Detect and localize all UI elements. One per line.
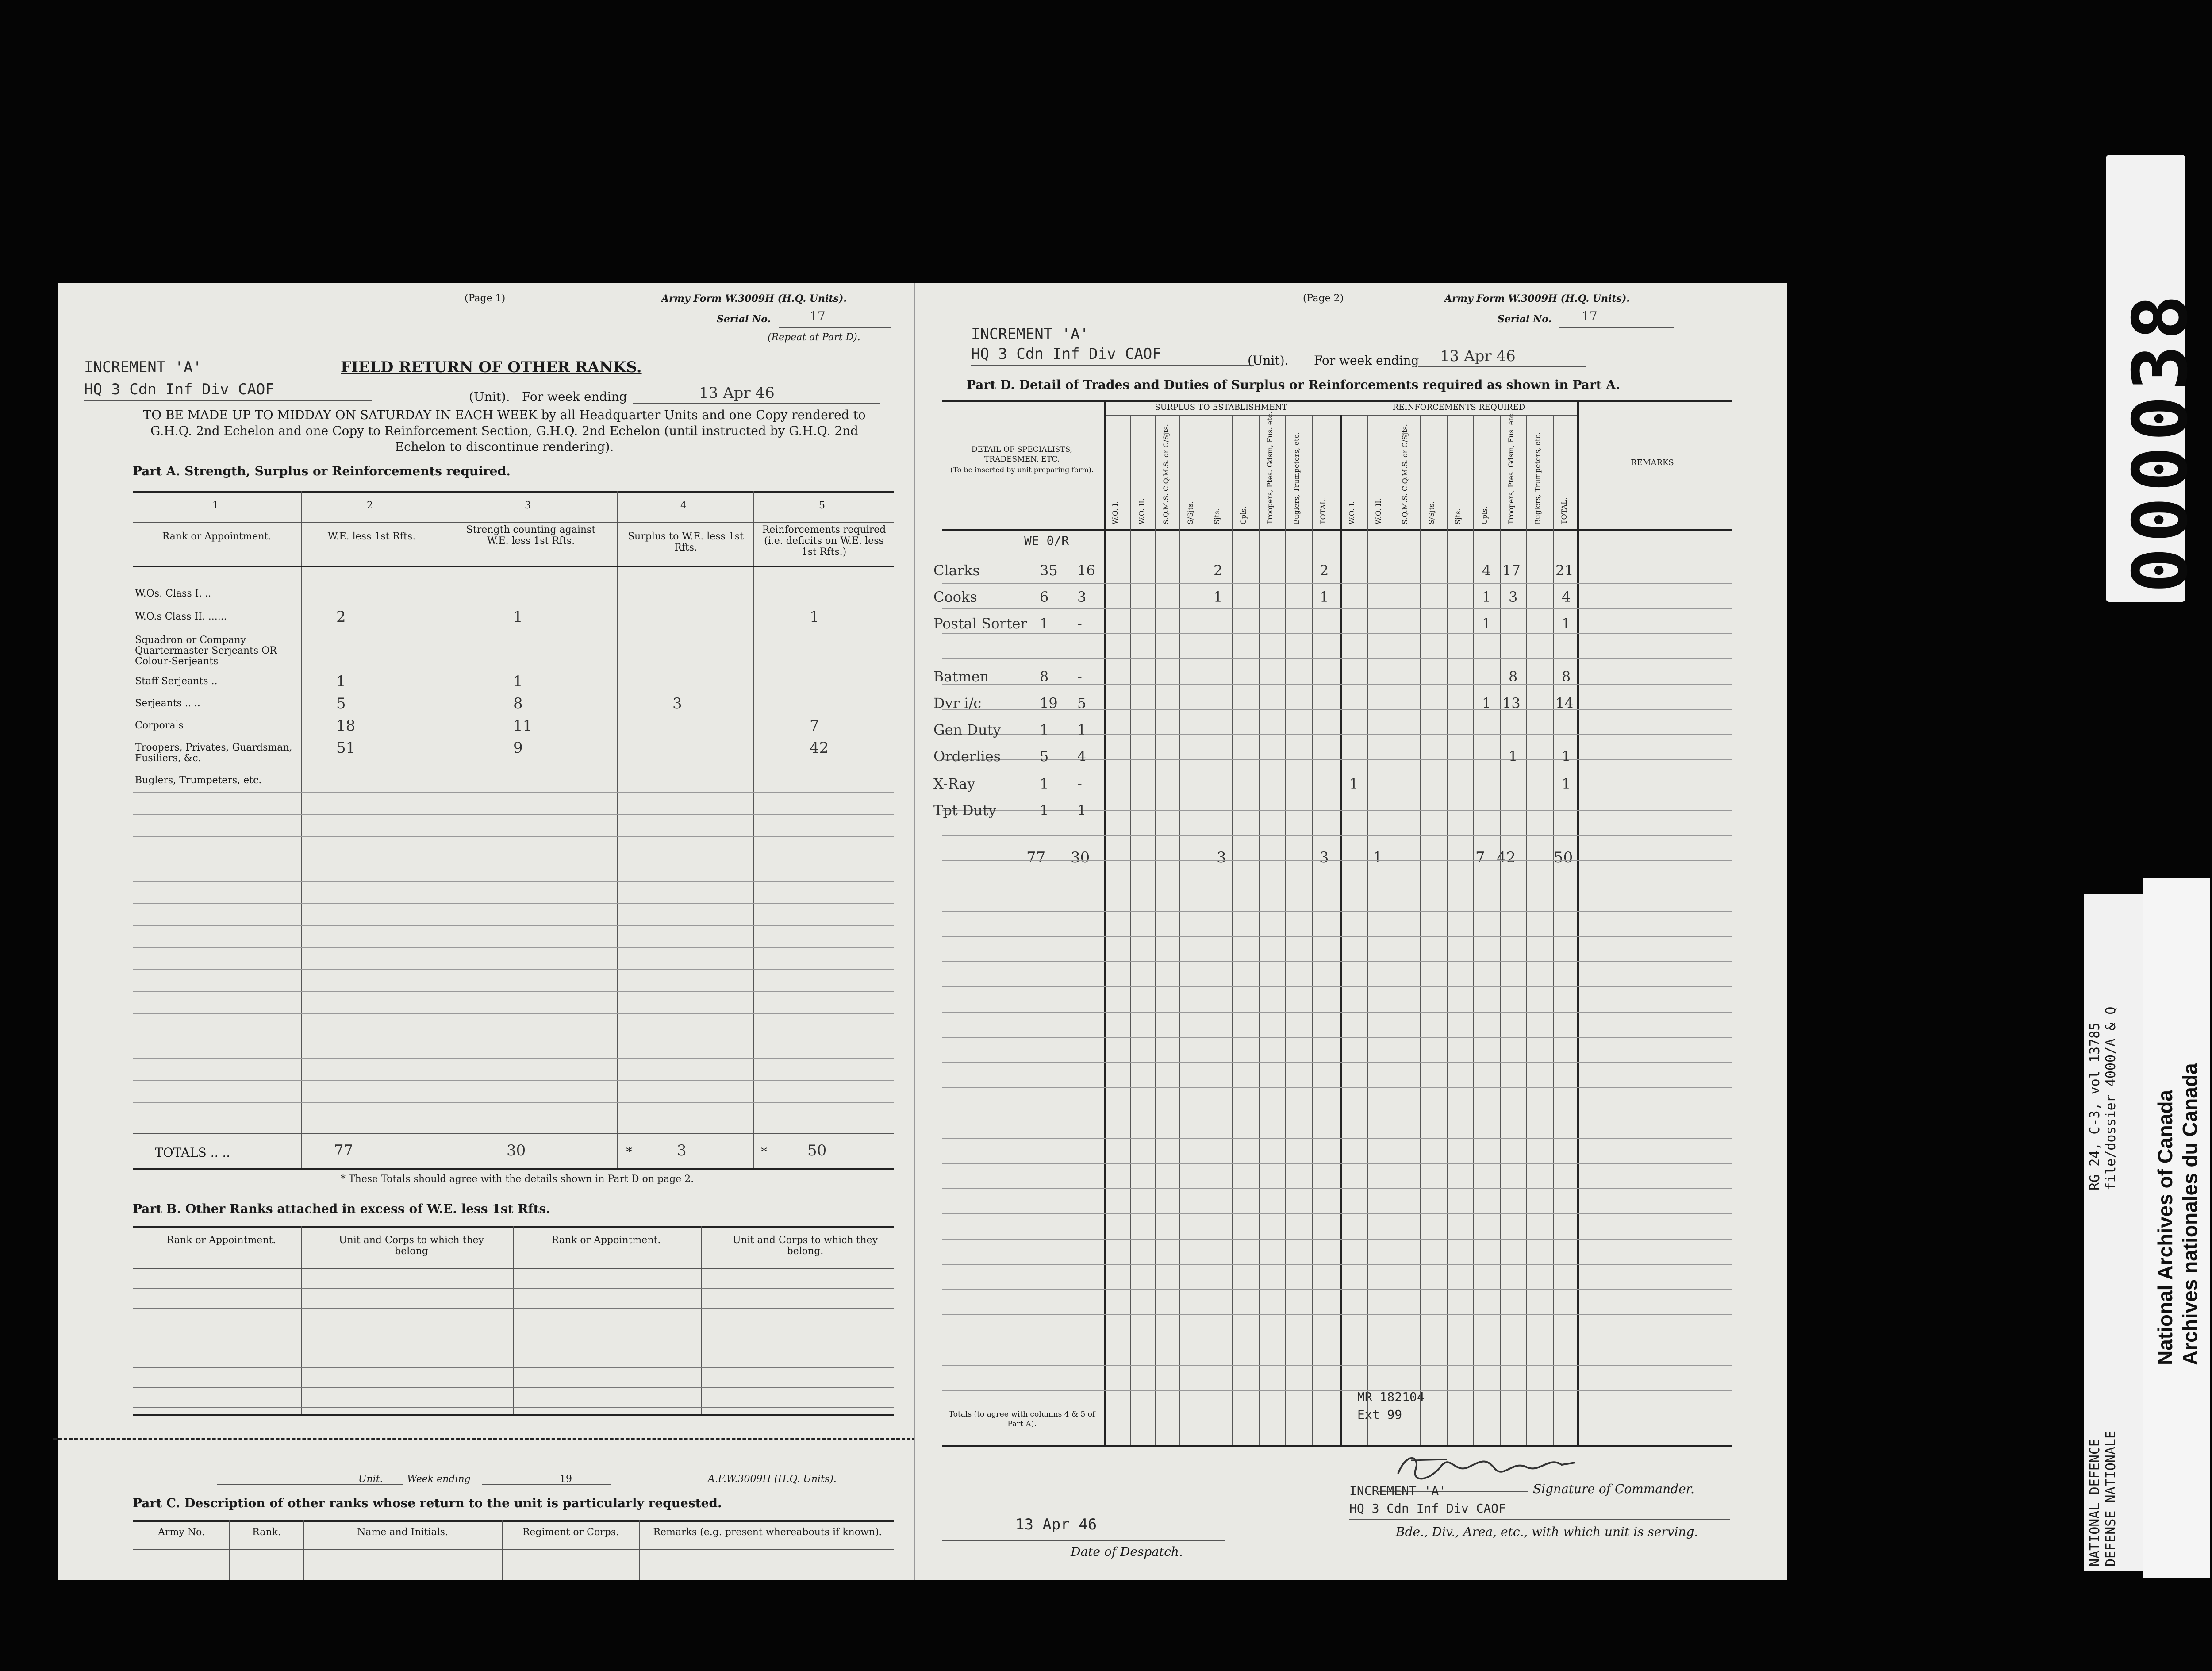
week-label: For week ending — [522, 389, 627, 404]
part-d-ruled-line — [942, 936, 1732, 937]
part-d-trade: Cooks — [933, 589, 977, 605]
archive-ref-line-4: DEFENSE NATIONALE — [2103, 1430, 2119, 1567]
frame-number: 000038 — [2117, 289, 2204, 593]
part-a-column-number: 4 — [680, 500, 687, 511]
totals-label: TOTALS .. .. — [155, 1145, 230, 1160]
part-b-ruled-line — [133, 1387, 894, 1388]
part-d-ruled-line — [942, 1012, 1732, 1013]
part-d-reinf-cell: 1 — [1482, 615, 1491, 632]
increment-label: INCREMENT 'A' — [84, 358, 202, 376]
part-d-value-a: 19 — [1040, 695, 1058, 712]
page-2-unit-value: HQ 3 Cdn Inf Div CAOF — [971, 345, 1161, 363]
part-d-ruled-line — [942, 1365, 1732, 1366]
part-d-ruled-line — [942, 709, 1732, 710]
surplus-subheader: Cpls. — [1239, 506, 1248, 524]
page-2-serial-value: 17 — [1582, 309, 1598, 323]
increment-signature: INCREMENT 'A' — [1349, 1483, 1447, 1498]
part-c-form-label: A.F.W.3009H (H.Q. Units). — [708, 1474, 837, 1485]
part-d-ruled-line — [942, 1188, 1732, 1189]
surplus-subheader: TOTAL. — [1319, 497, 1327, 524]
part-d-reinf-total: 14 — [1555, 695, 1574, 712]
instructions: TO BE MADE UP TO MIDDAY ON SATURDAY IN EACH WEEK by all Headquarter Units and one Copy rendered to G.H.Q. 2nd Echelon and one Copy to Reinforcement Section, G.H.Q. 2nd Echelon (until instructed by G.H.Q. 2nd Echelon to discontinue rendering). — [143, 408, 866, 454]
part-a-row-strength: 8 — [513, 695, 523, 712]
part-b-ruled-line — [133, 1367, 894, 1368]
part-d-ruled-line — [942, 759, 1732, 760]
reinf-group-header: REINFORCEMENTS REQUIRED — [1392, 403, 1525, 412]
part-d-value-a: 1 — [1040, 615, 1049, 632]
part-d-surplus-total: 2 — [1320, 562, 1329, 579]
part-a-row-reinf: 7 — [810, 717, 819, 735]
part-d-column-divider — [1447, 415, 1448, 1445]
part-d-ruled-line — [942, 1264, 1732, 1265]
part-a-column-number: 3 — [525, 500, 531, 511]
part-a-row-strength: 1 — [513, 608, 523, 626]
part-d-trade: Batmen — [933, 668, 989, 685]
part-a-ruled-line — [133, 991, 894, 992]
part-d-ruled-line — [942, 633, 1732, 634]
reinf-subheader: TOTAL. — [1560, 497, 1568, 524]
part-d-value-b: 1 — [1077, 802, 1087, 819]
archive-ref-line-2: file/dossier 4000/A & Q — [2103, 1006, 2119, 1190]
part-d-surplus-total: 1 — [1320, 589, 1329, 605]
surplus-subheader: W.O. I. — [1111, 501, 1119, 524]
archive-ref-line-1: RG 24, C-3, vol 13785 — [2087, 1022, 2103, 1190]
part-d-value-b: - — [1077, 668, 1082, 685]
part-a-row-strength: 11 — [513, 717, 533, 735]
totals-reinf: 50 — [807, 1142, 827, 1159]
reinf-subheader: Sjts. — [1454, 508, 1462, 524]
part-a-row-rank: Serjeants .. .. — [135, 698, 200, 709]
part-b-ruled-line — [133, 1308, 894, 1309]
summary-reinf-wo1: 1 — [1373, 849, 1382, 866]
part-b-ruled-line — [133, 1288, 894, 1289]
army-form-label: Army Form W.3009H (H.Q. Units). — [661, 293, 847, 304]
unit-signature: HQ 3 Cdn Inf Div CAOF — [1349, 1501, 1506, 1516]
detail-note: (To be inserted by unit preparing form). — [950, 466, 1094, 474]
totals-surplus: 3 — [677, 1142, 687, 1159]
part-d-value-b: - — [1077, 615, 1082, 632]
part-d-column-divider — [1553, 415, 1554, 1445]
part-d-ruled-line — [942, 1037, 1732, 1038]
part-b-header-unit-2: Unit and Corps to which they belong. — [733, 1235, 878, 1257]
part-c-year: 19 — [560, 1474, 572, 1485]
reinf-subheader: S/Sjts. — [1427, 501, 1436, 524]
summary-surplus-total: 3 — [1319, 849, 1329, 866]
part-d-column-divider — [1104, 400, 1106, 1445]
part-d-column-divider — [1367, 415, 1368, 1445]
part-b-title: Part B. Other Ranks attached in excess of W.E. less 1st Rfts. — [133, 1201, 551, 1216]
signature-label: Signature of Commander. — [1533, 1482, 1694, 1496]
part-c-header-remarks: Remarks (e.g. present whereabouts if known). — [653, 1527, 882, 1538]
part-d-column-divider — [1232, 415, 1233, 1445]
part-a-ruled-line — [133, 969, 894, 970]
totals-marker-surplus: * — [626, 1144, 632, 1159]
part-b-ruled-line — [133, 1407, 894, 1408]
part-c-header-army-no: Army No. — [158, 1527, 205, 1538]
part-d-ruled-line — [942, 1062, 1732, 1063]
part-a-row-rank: W.Os. Class I. .. — [135, 588, 211, 599]
part-a-row-surplus: 3 — [672, 695, 682, 712]
unit-value: HQ 3 Cdn Inf Div CAOF — [84, 381, 274, 398]
part-a-ruled-line — [133, 903, 894, 904]
part-d-trade: Clarks — [933, 562, 980, 579]
part-d-column-divider — [1155, 415, 1156, 1445]
part-d-ruled-line — [942, 658, 1732, 659]
part-d-reinf-total: 8 — [1562, 668, 1571, 685]
part-d-value-b: 3 — [1077, 589, 1087, 605]
repeat-note: (Repeat at Part D). — [768, 332, 860, 343]
part-a-ruled-line — [133, 1102, 894, 1103]
form-page-1 — [58, 283, 914, 1580]
part-d-title: Part D. Detail of Trades and Duties of Surplus or Reinforcements required as shown in Part A. — [967, 377, 1620, 392]
part-d-reinf-cell: 3 — [1509, 589, 1518, 605]
surplus-group-header: SURPLUS TO ESTABLISHMENT — [1155, 403, 1287, 412]
part-d-reinf-cell: 17 — [1502, 562, 1521, 579]
page-2-week-label: For week ending — [1314, 353, 1419, 368]
page-2-week-value: 13 Apr 46 — [1440, 347, 1516, 365]
part-d-trade: Gen Duty — [933, 721, 1001, 738]
page-label: (Page 1) — [465, 293, 506, 304]
part-d-column-divider — [1340, 415, 1342, 1445]
surplus-subheader: S.Q.M.S. C.Q.M.S. or C/Sjts. — [1162, 424, 1170, 524]
part-a-ruled-line — [133, 1013, 894, 1014]
part-d-value-b: - — [1077, 775, 1082, 792]
part-d-trade: Tpt Duty — [933, 802, 997, 819]
totals-note: Totals (to agree with columns 4 & 5 of Part A). — [949, 1410, 1095, 1428]
page-2-increment-label: INCREMENT 'A' — [971, 325, 1089, 343]
surplus-subheader: Sjts. — [1213, 508, 1221, 524]
part-a-row-we: 2 — [336, 608, 346, 626]
part-c-header-name: Name and Initials. — [357, 1527, 448, 1538]
part-a-row-reinf: 1 — [810, 608, 819, 626]
part-a-row-strength: 9 — [513, 739, 523, 757]
part-d-value-a: 1 — [1040, 802, 1049, 819]
detail-header: DETAIL OF SPECIALISTS, TRADESMEN, ETC. — [971, 445, 1073, 464]
despatch-date: 13 Apr 46 — [1015, 1516, 1097, 1533]
part-d-value-a: 35 — [1040, 562, 1058, 579]
part-a-ruled-line — [133, 1058, 894, 1059]
part-a-column-number: 5 — [819, 500, 825, 511]
summary-reinf-cpls: 7 — [1475, 849, 1485, 866]
unit-label: (Unit). — [469, 389, 510, 404]
part-d-column-divider — [1130, 415, 1131, 1445]
part-d-surplus-cell: 1 — [1214, 589, 1223, 605]
part-d-ruled-line — [942, 1163, 1732, 1164]
surplus-subheader: Buglers, Trumpeters, etc. — [1292, 432, 1301, 524]
part-d-ruled-line — [942, 986, 1732, 987]
part-c-week-label: Week ending — [407, 1474, 471, 1485]
part-d-ruled-line — [942, 583, 1732, 584]
part-d-reinf-cell: 8 — [1509, 668, 1518, 685]
part-d-value-a: 1 — [1040, 721, 1049, 738]
part-d-column-divider — [1285, 415, 1286, 1445]
part-d-trade: X-Ray — [933, 775, 975, 792]
part-a-header-strength: Strength counting against W.E. less 1st Rfts. — [466, 524, 596, 547]
summary-reinf-tpr: 42 — [1497, 849, 1516, 866]
part-d-reinf-cell: 1 — [1509, 748, 1518, 765]
part-d-column-divider — [1420, 415, 1421, 1445]
part-d-reinf-cell: 1 — [1349, 775, 1359, 792]
archive-ref-line-3: NATIONAL DEFENCE — [2087, 1439, 2103, 1567]
part-a-row-rank: Staff Serjeants .. — [135, 676, 218, 687]
part-a-row-rank: Troopers, Privates, Guardsman, Fusiliers, &c. — [135, 742, 292, 764]
part-a-header-reinf: Reinforcements required (i.e. deficits on W.E. less 1st Rfts.) — [762, 524, 886, 558]
part-a-row-rank: Corporals — [135, 720, 184, 731]
part-a-row-rank: W.O.s Class II. ...... — [135, 611, 227, 622]
part-a-row-we: 51 — [336, 739, 356, 757]
part-d-value-b: 5 — [1077, 695, 1087, 712]
remarks-header: REMARKS — [1631, 458, 1674, 467]
we-label: WE 0/R — [1024, 533, 1069, 548]
part-a-row-rank: Squadron or Company Quartermaster-Serjeants OR Colour-Serjeants — [135, 635, 277, 667]
page-title: FIELD RETURN OF OTHER RANKS. — [341, 358, 642, 376]
archive-name-en: National Archives of Canada — [2154, 1090, 2177, 1365]
part-a-row-rank: Buglers, Trumpeters, etc. — [135, 775, 262, 786]
part-d-ruled-line — [942, 911, 1732, 912]
part-d-ruled-line — [942, 961, 1732, 962]
reinf-subheader: W.O. I. — [1348, 501, 1356, 524]
part-d-column-divider — [1577, 400, 1579, 1445]
part-d-column-divider — [1500, 415, 1501, 1445]
part-a-ruled-line — [133, 814, 894, 815]
part-d-reinf-cell: 4 — [1482, 562, 1491, 579]
reinf-subheader: Cpls. — [1480, 506, 1489, 524]
part-a-row-strength: 1 — [513, 673, 523, 690]
part-d-column-divider — [1312, 415, 1313, 1445]
part-a-row-we: 1 — [336, 673, 346, 690]
part-d-ruled-line — [942, 1087, 1732, 1088]
part-a-row-reinf: 42 — [810, 739, 829, 757]
surplus-subheader: Troopers, Ptes. Gdsm, Fus. etc. — [1266, 412, 1274, 524]
part-a-ruled-line — [133, 1080, 894, 1081]
part-a-title: Part A. Strength, Surplus or Reinforcements required. — [133, 464, 511, 478]
serial-label: Serial No. — [717, 313, 771, 325]
part-d-ruled-line — [942, 835, 1732, 836]
part-a-row-we: 5 — [336, 695, 346, 712]
part-d-column-divider — [1179, 415, 1180, 1445]
serial-value: 17 — [810, 309, 826, 323]
reinf-subheader: W.O. II. — [1374, 498, 1382, 524]
frame-number-stamp — [2106, 155, 2204, 602]
summary-b: 30 — [1071, 849, 1090, 866]
part-a-row-we: 18 — [336, 717, 356, 735]
part-d-column-divider — [1526, 415, 1527, 1445]
bde-label: Bde., Div., Area, etc., with which unit is serving. — [1396, 1525, 1698, 1539]
archive-reference-label — [2084, 894, 2146, 1571]
part-d-ruled-line — [942, 608, 1732, 609]
part-a-ruled-line — [133, 925, 894, 926]
stamp-line-1: MR 182104 — [1357, 1390, 1425, 1404]
page-2-army-form-label: Army Form W.3009H (H.Q. Units). — [1444, 293, 1630, 304]
archive-name-fr: Archives nationales du Canada — [2178, 1063, 2201, 1365]
part-a-header-we: W.E. less 1st Rfts. — [327, 531, 416, 542]
stamp-line-2: Ext 99 — [1357, 1407, 1402, 1422]
form-page-2 — [914, 283, 1787, 1580]
part-c-header-rank: Rank. — [252, 1527, 281, 1538]
part-d-trade: Dvr i/c — [933, 695, 982, 712]
part-d-ruled-line — [942, 1390, 1732, 1391]
despatch-label: Date of Despatch. — [1071, 1544, 1183, 1559]
part-d-ruled-line — [942, 1213, 1732, 1214]
part-d-value-a: 6 — [1040, 589, 1049, 605]
part-d-value-b: 4 — [1077, 748, 1087, 765]
part-d-reinf-total: 21 — [1555, 562, 1574, 579]
part-b-header-unit-1: Unit and Corps to which they belong — [339, 1235, 484, 1257]
part-c-title: Part C. Description of other ranks whose return to the unit is particularly requested. — [133, 1496, 722, 1510]
part-d-column-divider — [1259, 415, 1260, 1445]
part-d-column-divider — [1473, 415, 1474, 1445]
part-d-reinf-cell: 1 — [1482, 695, 1491, 712]
part-d-ruled-line — [942, 684, 1732, 685]
part-d-reinf-total: 1 — [1562, 775, 1571, 792]
part-a-header-surplus: Surplus to W.E. less 1st Rfts. — [628, 531, 744, 553]
part-b-header-rank-1: Rank or Appointment. — [166, 1235, 276, 1246]
part-d-value-a: 8 — [1040, 668, 1049, 685]
reinf-subheader: S.Q.M.S. C.Q.M.S. or C/Sjts. — [1401, 424, 1409, 524]
archive-name-label — [2143, 878, 2210, 1578]
surplus-subheader: S/Sjts. — [1186, 501, 1194, 524]
part-d-value-a: 1 — [1040, 775, 1049, 792]
part-d-reinf-total: 4 — [1562, 589, 1571, 605]
part-d-trade: Orderlies — [933, 748, 1001, 765]
surplus-subheader: W.O. II. — [1137, 498, 1146, 524]
part-a-ruled-line — [133, 881, 894, 882]
part-d-ruled-line — [942, 1138, 1732, 1139]
reinf-subheader: Troopers, Ptes. Gdsm, Fus. etc. — [1507, 412, 1515, 524]
reinf-subheader: Buglers, Trumpeters, etc. — [1533, 432, 1542, 524]
cut-line — [53, 1438, 916, 1440]
totals-footnote: * These Totals should agree with the details shown in Part D on page 2. — [341, 1174, 694, 1185]
part-a-ruled-line — [133, 947, 894, 948]
page-2-label: (Page 2) — [1303, 293, 1344, 304]
part-a-header-rank: Rank or Appointment. — [162, 531, 272, 542]
part-a-column-number: 1 — [212, 500, 219, 511]
totals-marker-reinf: * — [761, 1144, 767, 1159]
summary-a: 77 — [1026, 849, 1046, 866]
part-c-header-regiment: Regiment or Corps. — [522, 1527, 619, 1538]
part-d-ruled-line — [942, 810, 1732, 811]
part-d-reinf-total: 1 — [1562, 615, 1571, 632]
part-d-value-a: 5 — [1040, 748, 1049, 765]
part-d-reinf-cell: 13 — [1502, 695, 1521, 712]
page-2-serial-label: Serial No. — [1498, 313, 1552, 325]
part-d-value-b: 1 — [1077, 721, 1087, 738]
summary-reinf-total: 50 — [1554, 849, 1573, 866]
part-d-ruled-line — [942, 1314, 1732, 1315]
part-d-ruled-line — [942, 1289, 1732, 1290]
part-d-value-b: 16 — [1077, 562, 1095, 579]
totals-strength: 30 — [507, 1142, 526, 1159]
part-d-reinf-total: 1 — [1562, 748, 1571, 765]
summary-surplus-sjts: 3 — [1217, 849, 1226, 866]
part-a-column-number: 2 — [367, 500, 373, 511]
part-c-unit-label: Unit. — [358, 1474, 383, 1485]
part-d-ruled-line — [942, 860, 1732, 861]
part-a-ruled-line — [133, 836, 894, 837]
part-a-ruled-line — [133, 792, 894, 793]
page-2-unit-label: (Unit). — [1248, 353, 1289, 368]
week-value: 13 Apr 46 — [699, 384, 775, 402]
part-b-header-rank-2: Rank or Appointment. — [551, 1235, 661, 1246]
totals-we: 77 — [334, 1142, 353, 1159]
part-d-trade: Postal Sorter — [933, 615, 1027, 632]
part-d-ruled-line — [942, 734, 1732, 735]
part-d-ruled-line — [942, 1239, 1732, 1240]
part-d-reinf-cell: 1 — [1482, 589, 1491, 605]
part-d-surplus-cell: 2 — [1214, 562, 1223, 579]
